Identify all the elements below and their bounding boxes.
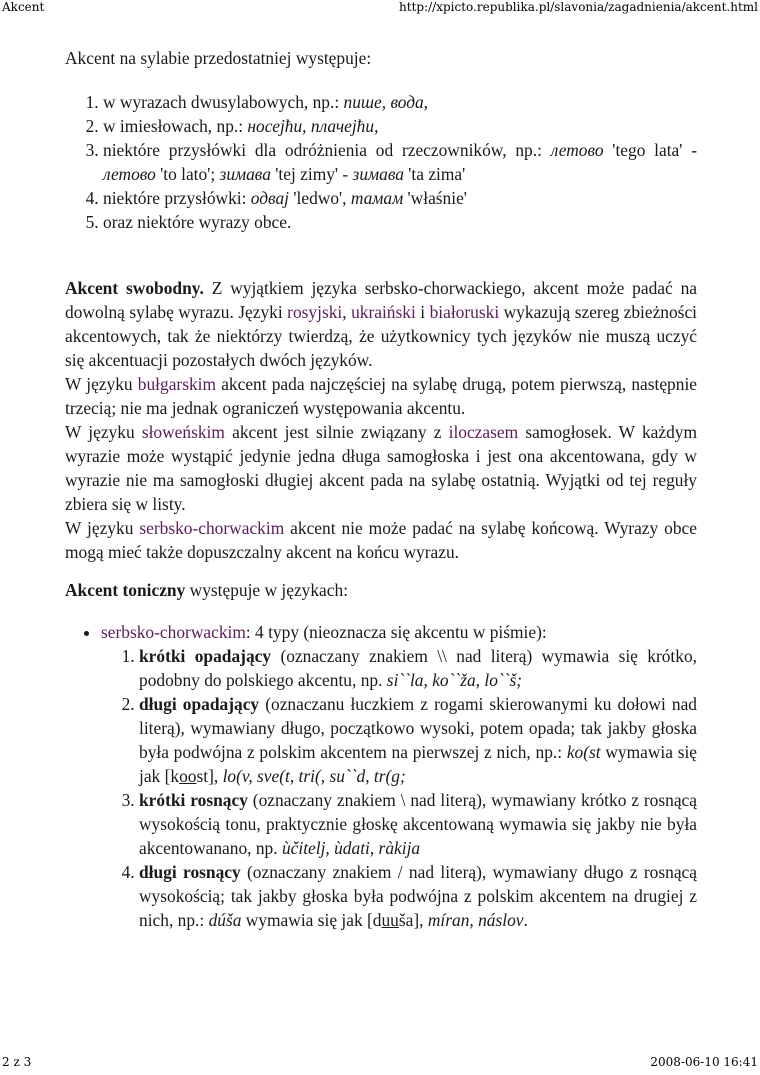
example-word: ko(st (566, 742, 601, 762)
list-item: 2. długi opadający (oznaczanu łuczkiem z rogami skierowanymi ku dołowi nad literą), wymawiany długo, początkowo wysoki, potem opada; tak jakby głoska była podwójna z polskim akcentem na pierwszej z nich, np.: ko(st wymawia się jak [koost], lo(v, sve(t, tri(, su``d, tr(g; (139, 692, 697, 788)
page-header-url[interactable]: http://xpicto.republika.pl/slavonia/zagadnienia/akcent.html (399, 0, 758, 14)
link-russian[interactable]: rosyjski (287, 302, 343, 322)
example-word: зимава (352, 164, 404, 184)
penultimate-stress-list (65, 90, 697, 234)
example-word: зимава (219, 164, 271, 184)
example-word: dúša (208, 910, 242, 930)
list-item: 1. krótki opadający (oznaczany znakiem \\ nad literą) wymawia się krótko, podobny do polskiego akcentu, np. si``la, ko``ža, lo``š; (139, 644, 697, 692)
tonic-languages-list (65, 620, 697, 932)
list-item: 3. krótki rosnący (oznaczany znakiem \ nad literą), wymawiany krótko z rosnącą wysokością tonu, praktycznie głoskę akcentowaną wymawia się jakby nie była akcentowanano, np. ùčitelj, ùdati, ràkija (139, 788, 697, 860)
link-ukrainian[interactable]: ukraiński (351, 302, 416, 322)
example-word: si``la, ko``ža, lo``š; (386, 670, 523, 690)
link-serbo-croatian-2[interactable]: serbsko-chorwackim (101, 622, 246, 642)
example-word: тамам (350, 188, 404, 208)
example-word: летово (550, 140, 604, 160)
link-bulgarian[interactable]: bułgarskim (137, 374, 217, 394)
list-item: 5. oraz niektóre wyrazy obce. (103, 210, 697, 234)
link-vowel-length[interactable]: iloczasem (448, 422, 519, 442)
list-item: 1. w wyrazach dwusylabowych, np.: пише, вода, (103, 90, 697, 114)
link-slovenian[interactable]: słoweńskim (141, 422, 225, 442)
free-accent-paragraph: Akcent swobodny. Z wyjątkiem języka serbsko-chorwackiego, akcent może padać na dowolną sylabę wyrazu. Języki rosyjski, ukraiński i białoruski wykazują szereg zbieżności akcentowych, tak że niektórzy twierdzą, że użytkownicy tych języków nie muszą uczyć się akcentuacji pozostałych dwóch języków. (65, 278, 698, 370)
section-heading: Akcent swobodny. (65, 278, 204, 298)
list-item: 2. w imiesłowach, np.: носејћи, плачејћи, (103, 114, 697, 138)
page-header-title: Akcent (2, 0, 45, 14)
document-body (65, 46, 697, 932)
section-heading: Akcent toniczny (65, 580, 186, 600)
link-belarusian[interactable]: białoruski (429, 302, 500, 322)
accent-types-list (101, 644, 697, 932)
list-item: 4. długi rosnący (oznaczany znakiem / nad literą), wymawiany długo z rosnącą wysokością; tak jakby głoska była podwójna z polskim akcentem na drugiej z nich, np.: dúša wymawia się jak [duuša], míran, náslov. (139, 860, 697, 932)
example-word: lo(v, sve(t, tri(, su``d, tr(g; (222, 766, 406, 786)
serbo-croatian-paragraph: W języku serbsko-chorwackim akcent nie może padać na sylabę końcową. Wyrazy obce mogą mieć także dopuszczalny akcent na końcu wyrazu. (65, 518, 697, 562)
example-word: одвај (250, 188, 290, 208)
slovenian-paragraph: W języku słoweńskim akcent jest silnie związany z iloczasem samogłosek. W każdym wyrazie może wystąpić jedynie jedna długa samogłoska i jest ona akcentowana, gdy w wyrazie nie ma samogłoski długiej akcent pada na sylabę ostatnią. Wyjątki od tej reguły zbiera się w listy. (65, 422, 697, 514)
example-word: летово (103, 164, 156, 184)
example-word: носејћи, плачејћи (247, 116, 375, 136)
example-word: ùčitelj, ùdati, ràkija (281, 838, 421, 858)
intro-paragraph: Akcent na sylabie przedostatniej występuje: (65, 48, 372, 68)
example-word: míran, náslov (427, 910, 524, 930)
list-item: 4. niektóre przysłówki: одвај 'ledwo', тамам 'właśnie' (103, 186, 697, 210)
tonic-accent-paragraph: Akcent toniczny występuje w językach: (65, 580, 349, 600)
page-footer-page-number: 2 z 3 (2, 1055, 32, 1069)
bulgarian-paragraph: W języku bułgarskim akcent pada najczęściej na sylabę drugą, potem pierwszą, następnie trzecią; nie ma jednak ograniczeń występowania akcentu. (65, 374, 698, 418)
example-word: пише, вода (343, 92, 424, 112)
page-footer-datetime: 2008-06-10 16:41 (650, 1055, 758, 1069)
list-item: 3. niektóre przysłówki dla odróżnienia od rzeczowników, np.: летово 'tego lata' - летово 'to lato'; зимава 'tej zimy' - зимава 'ta zima' (103, 138, 697, 186)
link-serbo-croatian[interactable]: serbsko-chorwackim (139, 518, 285, 538)
list-item: • serbsko-chorwackim: 4 typy (nieoznacza się akcentu w piśmie): 1. krótki opadający (oznaczany znakiem \\ nad literą) wymawia się krótko, podobny do polskiego akcentu, np. si``la, ko``ža, lo``š; 2. długi opadający (oznaczanu łuczkiem z rogami skierowanymi ku dołowi nad literą), wymawiany długo, początkowo wysoki, potem opada; tak jakby głoska była podwójna z polskim akcentem na pierwszej z nich, np.: ko(st wymawia się jak [koost], lo(v, sve(t, tri(, su``d, tr(g; 3. krótki rosnący (oznaczany znakiem \ nad literą), wymawiany krótko z rosnącą wysokością tonu, praktycznie głoskę akcentowaną wymawia się jakby nie była akcentowanano, np. ùčitelj, ùdati, ràkija 4. długi rosnący (oznaczany znakiem / nad literą), wymawiany długo z rosnącą wysokością; tak jakby głoska była podwójna z polskim akcentem na drugiej z nich, np.: dúša wymawia się jak [duuša], míran, náslov. (101, 620, 697, 932)
